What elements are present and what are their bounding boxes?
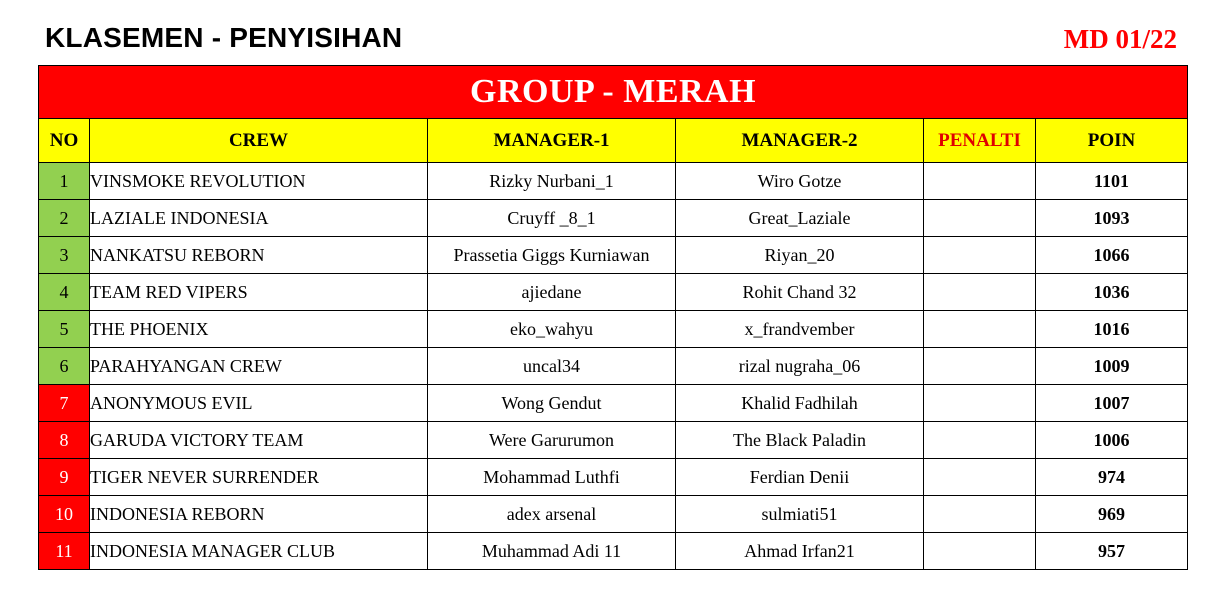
crew-name: GARUDA VICTORY TEAM: [90, 422, 428, 459]
poin-value: 1101: [1036, 163, 1188, 200]
manager-2-name: Great_Laziale: [676, 200, 924, 237]
manager-2-name: The Black Paladin: [676, 422, 924, 459]
crew-name: TIGER NEVER SURRENDER: [90, 459, 428, 496]
table-row: [39, 496, 1188, 533]
poin-value: 1093: [1036, 200, 1188, 237]
column-header-manager-2: MANAGER-2: [676, 119, 924, 163]
crew-name: PARAHYANGAN CREW: [90, 348, 428, 385]
crew-name: INDONESIA REBORN: [90, 496, 428, 533]
table-row: [39, 274, 1188, 311]
manager-2-name: Wiro Gotze: [676, 163, 924, 200]
table-row: [39, 422, 1188, 459]
penalti-value: [924, 385, 1036, 422]
column-header-row: [39, 119, 1188, 163]
crew-name: LAZIALE INDONESIA: [90, 200, 428, 237]
poin-value: 969: [1036, 496, 1188, 533]
crew-name: ANONYMOUS EVIL: [90, 385, 428, 422]
table-row: [39, 200, 1188, 237]
column-header-no: NO: [39, 119, 90, 163]
manager-1-name: adex arsenal: [428, 496, 676, 533]
poin-value: 1066: [1036, 237, 1188, 274]
manager-2-name: Ferdian Denii: [676, 459, 924, 496]
standings-table: [38, 65, 1188, 570]
table-row: [39, 163, 1188, 200]
poin-value: 957: [1036, 533, 1188, 570]
poin-value: 1036: [1036, 274, 1188, 311]
manager-2-name: Khalid Fadhilah: [676, 385, 924, 422]
table-row: [39, 459, 1188, 496]
penalti-value: [924, 311, 1036, 348]
manager-1-name: Prassetia Giggs Kurniawan: [428, 237, 676, 274]
penalti-value: [924, 533, 1036, 570]
crew-name: TEAM RED VIPERS: [90, 274, 428, 311]
manager-1-name: Cruyff _8_1: [428, 200, 676, 237]
rank-number: 1: [39, 163, 90, 200]
manager-1-name: Were Garurumon: [428, 422, 676, 459]
penalti-value: [924, 237, 1036, 274]
manager-2-name: Riyan_20: [676, 237, 924, 274]
manager-1-name: uncal34: [428, 348, 676, 385]
penalti-value: [924, 348, 1036, 385]
poin-value: 1006: [1036, 422, 1188, 459]
table-row: [39, 237, 1188, 274]
rank-number: 8: [39, 422, 90, 459]
poin-value: 974: [1036, 459, 1188, 496]
rank-number: 6: [39, 348, 90, 385]
table-row: [39, 348, 1188, 385]
manager-1-name: eko_wahyu: [428, 311, 676, 348]
rank-number: 7: [39, 385, 90, 422]
table-row: [39, 385, 1188, 422]
penalti-value: [924, 200, 1036, 237]
rank-number: 5: [39, 311, 90, 348]
manager-1-name: Muhammad Adi 11: [428, 533, 676, 570]
column-header-manager-1: MANAGER-1: [428, 119, 676, 163]
matchday-label: MD 01/22: [1063, 24, 1177, 54]
manager-1-name: Rizky Nurbani_1: [428, 163, 676, 200]
manager-1-name: Wong Gendut: [428, 385, 676, 422]
rank-number: 11: [39, 533, 90, 570]
rank-number: 9: [39, 459, 90, 496]
manager-1-name: ajiedane: [428, 274, 676, 311]
poin-value: 1016: [1036, 311, 1188, 348]
poin-value: 1009: [1036, 348, 1188, 385]
group-title: GROUP - MERAH: [39, 66, 1188, 119]
column-header-poin: POIN: [1036, 119, 1188, 163]
table-row: [39, 533, 1188, 570]
group-banner-row: [39, 66, 1188, 119]
crew-name: VINSMOKE REVOLUTION: [90, 163, 428, 200]
manager-2-name: Rohit Chand 32: [676, 274, 924, 311]
penalti-value: [924, 459, 1036, 496]
penalti-value: [924, 496, 1036, 533]
manager-2-name: x_frandvember: [676, 311, 924, 348]
crew-name: INDONESIA MANAGER CLUB: [90, 533, 428, 570]
crew-name: THE PHOENIX: [90, 311, 428, 348]
manager-2-name: rizal nugraha_06: [676, 348, 924, 385]
table-row: [39, 311, 1188, 348]
rank-number: 2: [39, 200, 90, 237]
column-header-crew: CREW: [90, 119, 428, 163]
manager-2-name: sulmiati51: [676, 496, 924, 533]
penalti-value: [924, 274, 1036, 311]
crew-name: NANKATSU REBORN: [90, 237, 428, 274]
manager-2-name: Ahmad Irfan21: [676, 533, 924, 570]
rank-number: 3: [39, 237, 90, 274]
page-title: KLASEMEN - PENYISIHAN: [45, 22, 403, 53]
poin-value: 1007: [1036, 385, 1188, 422]
column-header-penalti: PENALTI: [924, 119, 1036, 163]
rank-number: 4: [39, 274, 90, 311]
penalti-value: [924, 163, 1036, 200]
penalti-value: [924, 422, 1036, 459]
manager-1-name: Mohammad Luthfi: [428, 459, 676, 496]
rank-number: 10: [39, 496, 90, 533]
